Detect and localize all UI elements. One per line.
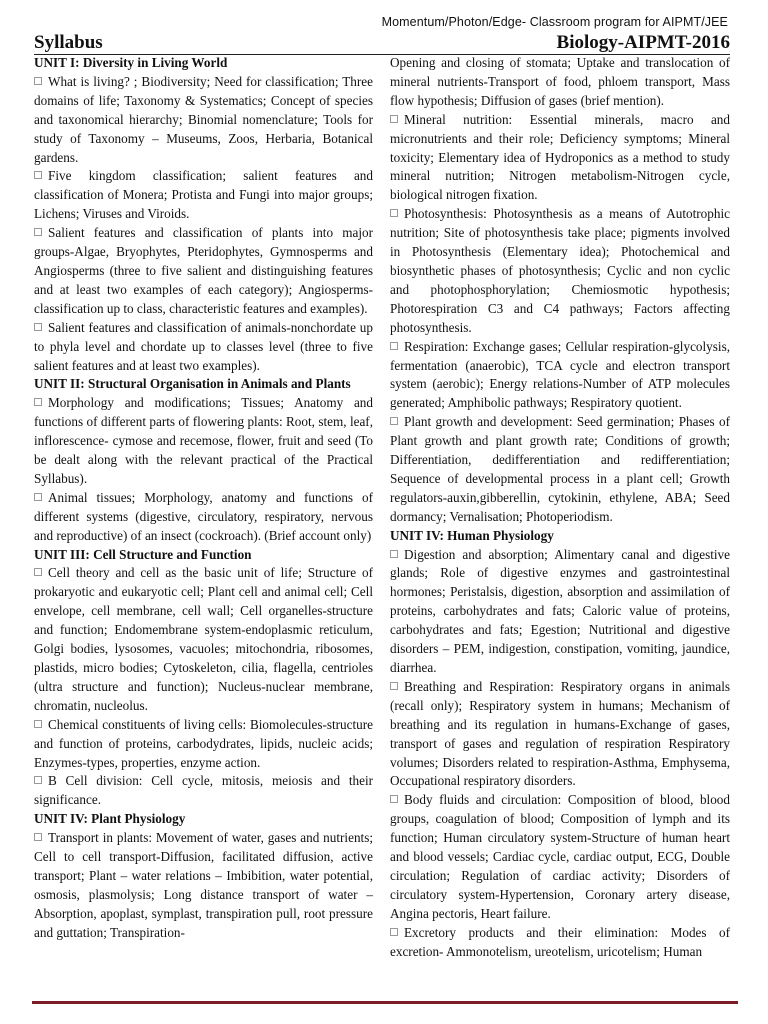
- syllabus-item: [34, 73, 373, 168]
- bullet-box-icon: [34, 568, 42, 576]
- syllabus-item: [390, 791, 730, 923]
- bullet-box-icon: [390, 795, 398, 803]
- syllabus-item-text: Body fluids and circulation: Composition of blood, blood groups, coagulation of blood; Composition of lymph and its function; Human circulatory system-Structure of human heart and blood vessels; Cardiac cycle, cardiac output, ECG, Double circulation; Regulation of cardiac activity; Disorders of circulatory system-Hypertension, Coronary artery disease, Angina pectoris, Heart failure.: [390, 792, 730, 921]
- syllabus-title: Syllabus: [34, 32, 103, 53]
- continued-text: Opening and closing of stomata; Uptake and translocation of mineral nutrients-Transport of food, phloem transport, Mass flow hypothesis; Diffusion of gases (brief mention).: [390, 55, 730, 108]
- syllabus-item: [34, 716, 373, 773]
- bullet-box-icon: [34, 77, 42, 85]
- syllabus-item: [390, 678, 730, 791]
- bullet-box-icon: [390, 209, 398, 217]
- unit-heading: UNIT IV: Human Physiology: [390, 527, 554, 543]
- syllabus-item-text: Transport in plants: Movement of water, gases and nutrients; Cell to cell transport-Diffusion, facilitated diffusion, active transport; Plant – water relations – Imbibition, water potential, osmosis, plasmolysis; Long distance transport of water – Absorption, apoplast, symplast, transpiration pull, root pressure and guttation; Transpiration-: [34, 830, 373, 940]
- syllabus-item-text: Mineral nutrition: Essential minerals, macro and micronutrients and their role; Deficiency symptoms; Mineral toxicity; Elementary idea of Hydroponics as a method to study mineral nutrition; Nitrogen metabolism-Nitrogen cycle, biological nitrogen fixation.: [390, 111, 730, 203]
- bullet-box-icon: [390, 550, 398, 558]
- syllabus-item-text: Chemical constituents of living cells: Biomolecules-structure and function of proteins, carbodydrates, lipids, nucleic acids; Enzymes-types, properties, enzyme action.: [34, 716, 373, 770]
- syllabus-item-text: Salient features and classification of plants into major groups-Algae, Bryophytes, Pteridophytes, Gymnosperms and Angiosperms (three to five salient and distinguishing features and at least two examples of each category); Angiosperms- classification up to class, characteristic features and examples).: [34, 225, 373, 316]
- syllabus-item-text: Salient features and classification of animals-nonchordate up to phyla level and chordate up to classes level (three to five salient features and at least two examples).: [34, 319, 373, 373]
- footer-rule: [32, 1001, 738, 1004]
- syllabus-item: [34, 224, 373, 319]
- bullet-box-icon: [34, 323, 42, 331]
- syllabus-item-text: Cell theory and cell as the basic unit of life; Structure of prokaryotic and eukaryotic cell; Plant cell and animal cell; Cell envelope, cell membrane, cell wall; Cell organelles-structure and function; Endomembrane system-endoplasmic reticulum, Golgi bodies, lysosomes, vacuoles; mitochondria, ribosomes, plastids, micro bodies; Cytoskeleton, cilia, flagella, centrioles (ultra structure and function); Nucleus-nuclear membrane, chromatin, nucleolus.: [34, 565, 373, 713]
- bullet-box-icon: [34, 398, 42, 406]
- syllabus-item: [34, 319, 373, 376]
- bullet-box-icon: [390, 682, 398, 690]
- syllabus-item-text: Respiration: Exchange gases; Cellular respiration-glycolysis, fermentation (anaerobic), TCA cycle and electron transport system (aerobic); Energy relations-Number of ATP molecules generated; Amphibolic pathways; Respiratory quotient.: [390, 338, 730, 411]
- syllabus-item: [390, 111, 730, 206]
- bullet-box-icon: [34, 228, 42, 236]
- unit-heading: UNIT II: Structural Organisation in Animals and Plants: [34, 376, 351, 392]
- left-column: [34, 54, 373, 943]
- program-header: Momentum/Photon/Edge- Classroom program for AIPMT/JEE: [381, 15, 728, 29]
- syllabus-item-text: Five kingdom classification; salient features and classification of Monera; Protista and Fungi into major groups; Lichens; Viruses and Viroids.: [34, 168, 373, 222]
- unit-heading: UNIT IV: Plant Physiology: [34, 811, 186, 827]
- subject-title: Biology-AIPMT-2016: [556, 32, 730, 53]
- syllabus-item: [34, 394, 373, 489]
- bullet-box-icon: [34, 171, 42, 179]
- syllabus-item: [34, 829, 373, 942]
- syllabus-item: [34, 167, 373, 224]
- syllabus-item: [34, 772, 373, 810]
- syllabus-item-text: Animal tissues; Morphology, anatomy and functions of different systems (digestive, circulatory, respiratory, nervous and reproductive) of an insect (cockroach). (Brief account only): [34, 489, 373, 543]
- page-heading: [34, 32, 730, 55]
- syllabus-item: [390, 924, 730, 962]
- syllabus-item-text: B Cell division: Cell cycle, mitosis, meiosis and their significance.: [34, 773, 373, 808]
- syllabus-item: [34, 564, 373, 715]
- syllabus-item-text: Morphology and modifications; Tissues; Anatomy and functions of different parts of flowering plants: Root, stem, leaf, inflorescence- cymose and recemose, flower, fruit and seed (To be dealt along with the relevant practical of the Practical Syllabus).: [34, 395, 373, 486]
- syllabus-item-text: Plant growth and development: Seed germination; Phases of Plant growth and plant growth rate; Conditions of growth; Differentiation, dedifferentiation and redifferentiation; Sequence of developmental process in a plant cell; Growth regulators-auxin,gibberellin, cytokinin, ethylene, ABA; Seed dormancy; Vernalisation; Photoperiodism.: [390, 414, 730, 524]
- bullet-box-icon: [390, 342, 398, 350]
- syllabus-item: [390, 413, 730, 526]
- bullet-box-icon: [34, 776, 42, 784]
- right-column: [390, 54, 730, 962]
- bullet-box-icon: [34, 833, 42, 841]
- bullet-box-icon: [390, 115, 398, 123]
- syllabus-item: [34, 489, 373, 546]
- bullet-box-icon: [390, 417, 398, 425]
- syllabus-item-text: Excretory products and their elimination: Modes of excretion- Ammonotelism, ureotelism, uricotelism; Human: [390, 924, 730, 959]
- syllabus-item-text: Breathing and Respiration: Respiratory organs in animals (recall only); Respiratory system in humans; Mechanism of breathing and its regulation in humans-Exchange of gases, transport of gases and regulation of respiration Respiratory volumes; Disorders related to respiration-Asthma, Emphysema, Occupational respiratory disorders.: [390, 678, 730, 789]
- syllabus-item-text: Photosynthesis: Photosynthesis as a means of Autotrophic nutrition; Site of photosynthesis take place; pigments involved in Photosynthesis (Elementary idea); Photochemical and biosynthetic phases of photosynthesis; Cyclic and non cyclic and photophosphorylation; Chemiosmotic hypothesis; Photorespiration C3 and C4 pathways; Factors affecting photosynthesis.: [390, 206, 730, 335]
- unit-heading: UNIT I: Diversity in Living World: [34, 55, 228, 70]
- syllabus-item-text: What is living? ; Biodiversity; Need for classification; Three domains of life; Taxonomy & Systematics; Concept of species and taxonomical hierarchy; Binomial nomenclature; Tools for study of Taxonomy – Museums, Zoos, Herbaria, Botanical gardens.: [34, 73, 373, 165]
- syllabus-item-text: Digestion and absorption; Alimentary canal and digestive glands; Role of digestive enzymes and gastrointestinal hormones; Peristalsis, digestion, absorption and assimilation of proteins, carbohydrates and fats; Caloric value of proteins, carbohydrates and fats; Egestion; Nutritional and digestive disorders – PEM, indigestion, constipation, vomiting, jaundice, diarrhea.: [390, 546, 730, 675]
- unit-heading: UNIT III: Cell Structure and Function: [34, 546, 252, 562]
- bullet-box-icon: [390, 928, 398, 936]
- bullet-box-icon: [34, 720, 42, 728]
- bullet-box-icon: [34, 493, 42, 501]
- syllabus-item: [390, 546, 730, 678]
- syllabus-item: [390, 338, 730, 414]
- syllabus-item: [390, 205, 730, 337]
